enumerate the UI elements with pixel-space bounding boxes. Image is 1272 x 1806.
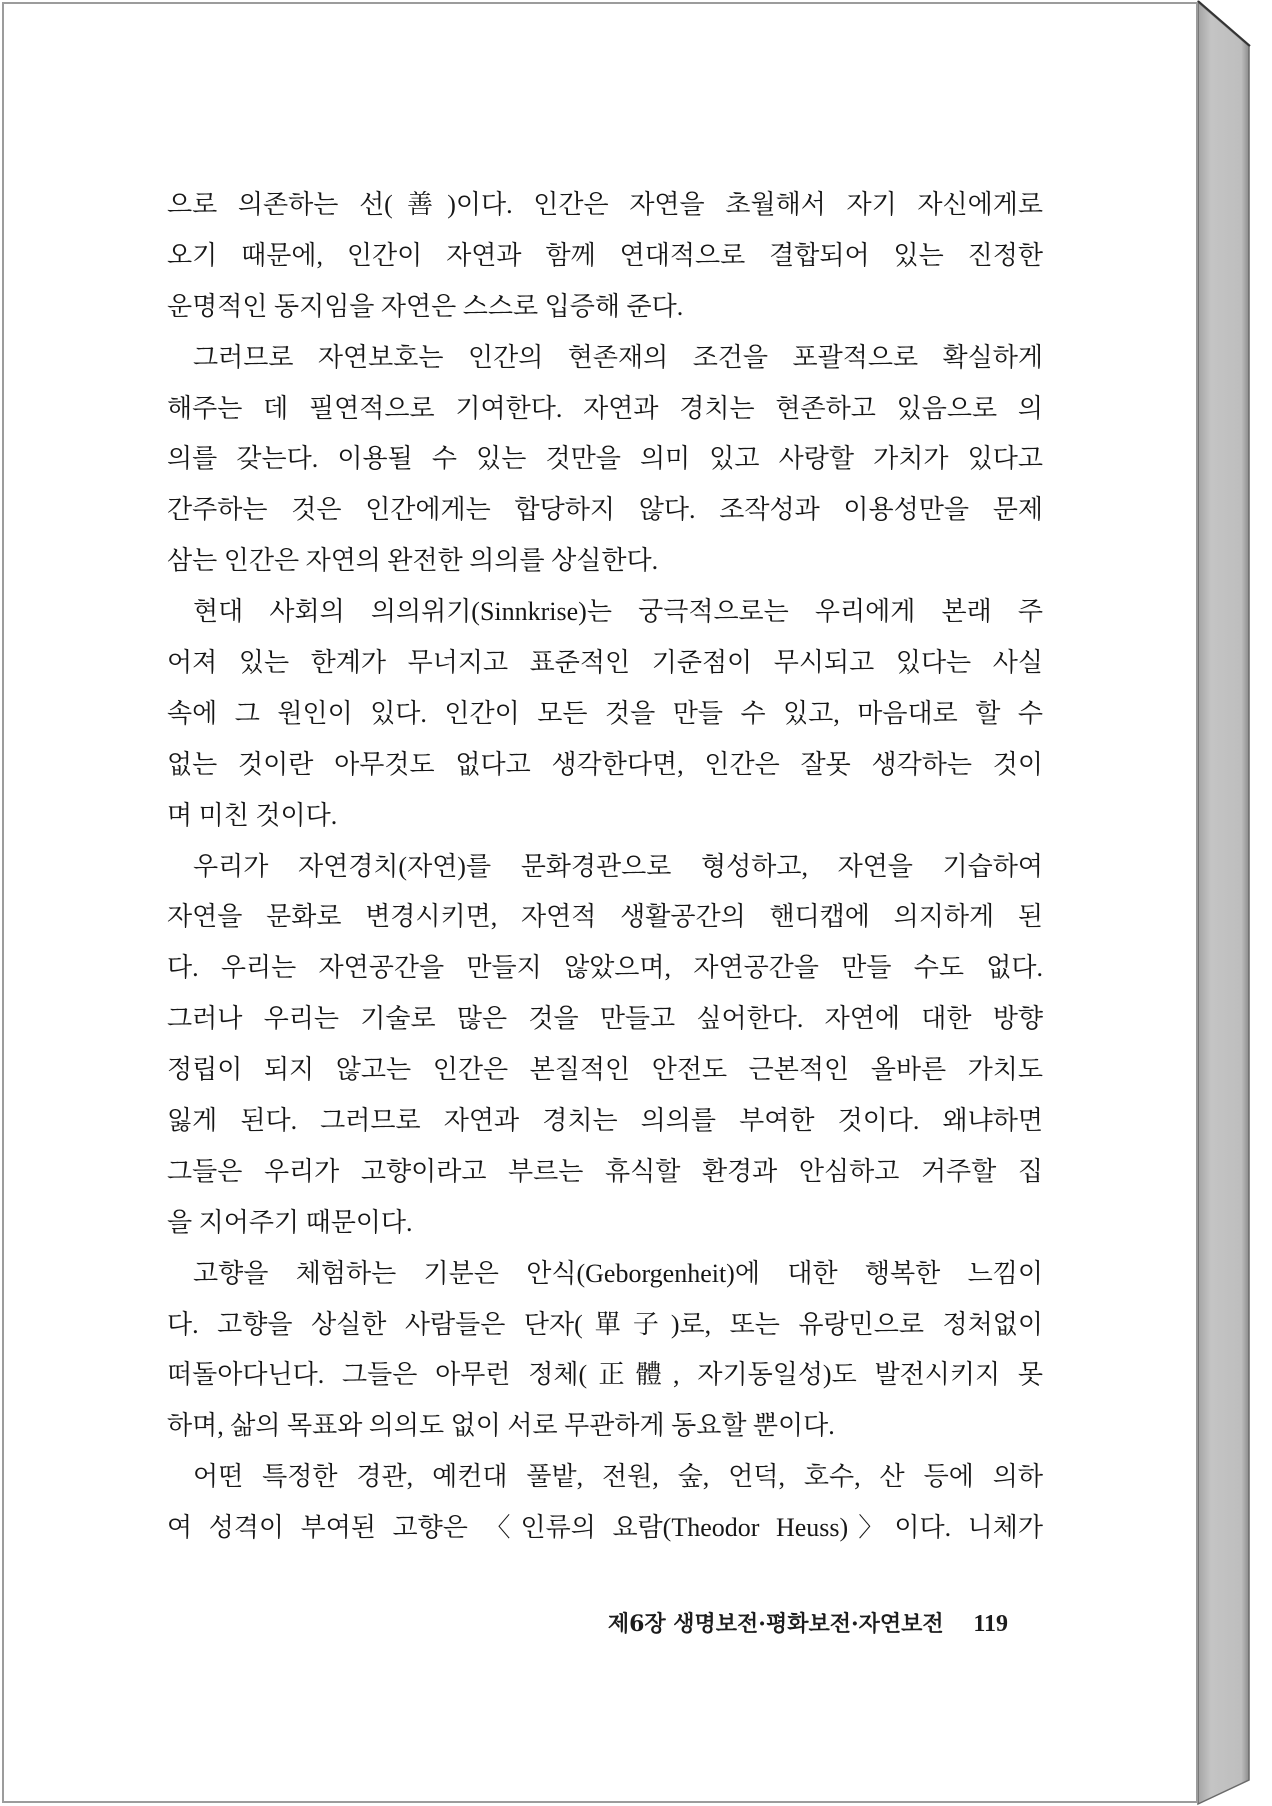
chapter-label: 제6장 — [607, 1611, 666, 1637]
book-spine — [1198, 2, 1249, 1804]
text-line: 다. 고향을 상실한 사람들은 단자(單子)로, 또는 유랑민으로 정처없이 — [167, 1309, 1043, 1339]
paragraph — [167, 587, 1043, 841]
text-line: 며 미친 것이다. — [167, 800, 338, 830]
chapter-title: 생명보전·평화보전·자연보전 — [673, 1611, 944, 1637]
text-line: 그러므로 자연보호는 인간의 현존재의 조건을 포괄적으로 확실하게 — [193, 342, 1043, 372]
paragraph — [167, 333, 1043, 587]
text-line: 그들은 우리가 고향이라고 부르는 휴식할 환경과 안심하고 거주할 집 — [167, 1156, 1043, 1186]
text-line: 간주하는 것은 인간에게는 합당하지 않다. 조작성과 이용성만을 문제 — [167, 495, 1043, 525]
text-line: 여 성격이 부여된 고향은 〈인류의 요람(Theodor Heuss)〉이다. 니체가 — [167, 1513, 1043, 1543]
text-line: 떠돌아다닌다. 그들은 아무런 정체(正體, 자기동일성)도 발전시키지 못 — [167, 1360, 1043, 1390]
text-line: 어떤 특정한 경관, 예컨대 풀밭, 전원, 숲, 언덕, 호수, 산 등에 의하 — [193, 1462, 1043, 1492]
text-line: 을 지어주기 때문이다. — [167, 1207, 413, 1237]
text-line: 운명적인 동지임을 자연은 스스로 입증해 준다. — [167, 291, 684, 321]
paragraph — [167, 180, 1043, 333]
paragraph — [167, 1249, 1043, 1453]
text-line: 오기 때문에, 인간이 자연과 함께 연대적으로 결합되어 있는 진정한 — [167, 240, 1043, 270]
paragraph — [167, 1452, 1043, 1554]
text-line: 어져 있는 한계가 무너지고 표준적인 기준점이 무시되고 있다는 사실 — [167, 648, 1043, 678]
text-line: 다. 우리는 자연공간을 만들지 않았으며, 자연공간을 만들 수도 없다. — [167, 953, 1043, 983]
text-line: 속에 그 원인이 있다. 인간이 모든 것을 만들 수 있고, 마음대로 할 수 — [167, 698, 1043, 728]
text-line: 우리가 자연경치(자연)를 문화경관으로 형성하고, 자연을 기습하여 — [193, 851, 1043, 881]
paragraph — [167, 842, 1043, 1249]
text-line: 해주는 데 필연적으로 기여한다. 자연과 경치는 현존하고 있음으로 의 — [167, 393, 1043, 423]
text-line: 고향을 체험하는 기분은 안식(Geborgenheit)에 대한 행복한 느낌이 — [193, 1258, 1043, 1288]
page-number: 119 — [973, 1611, 1008, 1637]
text-line: 그러나 우리는 기술로 많은 것을 만들고 싶어한다. 자연에 대한 방향 — [167, 1004, 1043, 1034]
text-line: 삼는 인간은 자연의 완전한 의의를 상실한다. — [167, 546, 659, 576]
text-line: 으로 의존하는 선(善)이다. 인간은 자연을 초월해서 자기 자신에게로 — [167, 190, 1043, 219]
text-line: 의를 갖는다. 이용될 수 있는 것만을 의미 있고 사랑할 가치가 있다고 — [167, 444, 1043, 474]
text-line: 잃게 된다. 그러므로 자연과 경치는 의의를 부여한 것이다. 왜냐하면 — [167, 1106, 1043, 1136]
text-line: 하며, 삶의 목표와 의의도 없이 서로 무관하게 동요할 뿐이다. — [167, 1411, 835, 1441]
text-line: 없는 것이란 아무것도 없다고 생각한다면, 인간은 잘못 생각하는 것이 — [167, 749, 1043, 779]
running-footer — [0, 1608, 1008, 1640]
text-line: 자연을 문화로 변경시키면, 자연적 생활공간의 핸디캡에 의지하게 된 — [167, 902, 1043, 932]
text-line: 정립이 되지 않고는 인간은 본질적인 안전도 근본적인 올바른 가치도 — [167, 1055, 1043, 1085]
text-line: 현대 사회의 의의위기(Sinnkrise)는 궁극적으로는 우리에게 본래 주 — [193, 597, 1043, 627]
body-text — [167, 180, 1043, 1554]
